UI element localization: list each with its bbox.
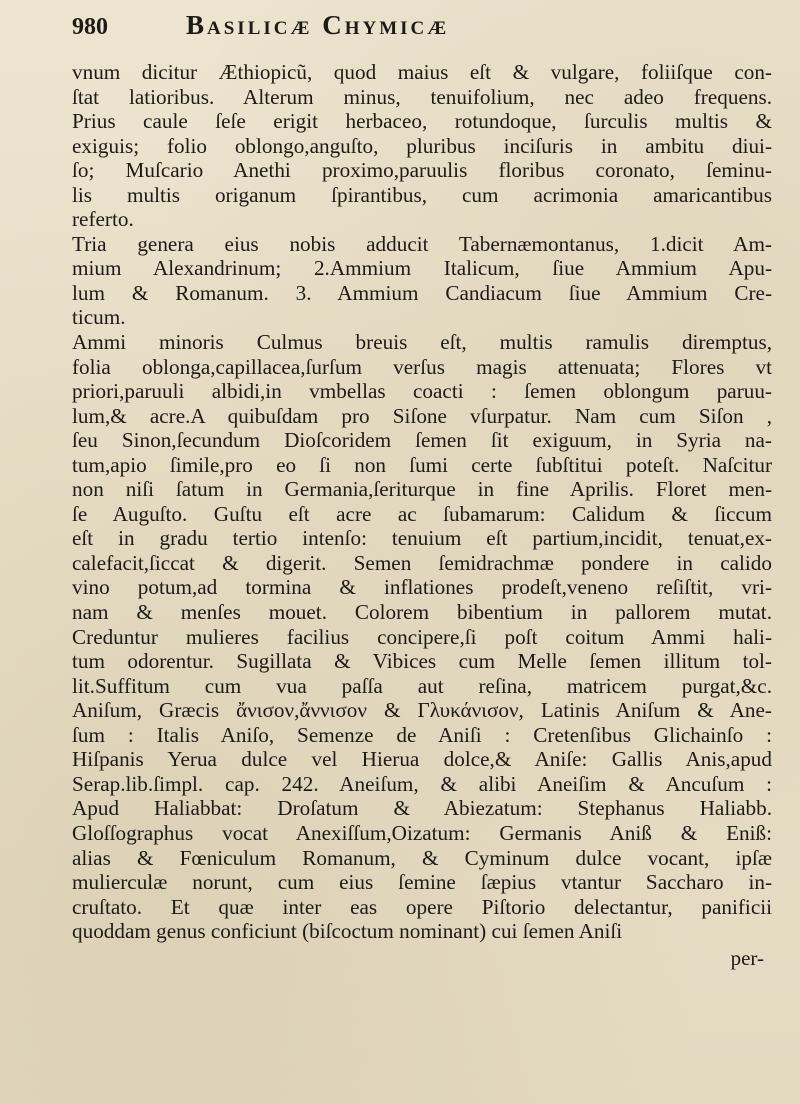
- text-line: lum & Romanum. 3. Ammium Candiacum ſiue Ammium Cre-: [72, 280, 772, 305]
- text-line: Serap.lib.ſimpl. cap. 242. Aneiſum, & alibi Aneiſim & Ancuſum :: [72, 771, 772, 796]
- text-line: cruſtato. Et quæ inter eas opere Piſtorio delectantur, panificii: [72, 894, 772, 919]
- text-line: ſe Auguſto. Guſtu eſt acre ac ſubamarum: Calidum & ſiccum: [72, 501, 772, 526]
- text-line: Apud Haliabbat: Droſatum & Abiezatum: Stephanus Haliabb.: [72, 796, 772, 821]
- text-line: priori,paruuli albidi,in vmbellas coacti : ſemen oblongum paruu-: [72, 379, 772, 404]
- text-line: mulierculæ norunt, cum eius ſemine ſæpius vtantur Saccharo in-: [72, 870, 772, 895]
- text-line: nam & menſes mouet. Colorem bibentium in pallorem mutat.: [72, 600, 772, 625]
- text-line: Gloſſographus vocat Anexiſſum,Oizatum: Germanis Aniß & Eniß:: [72, 820, 772, 845]
- text-block: [72, 10, 772, 971]
- text-line: referto.: [72, 207, 134, 232]
- page-header: [72, 10, 772, 58]
- text-line: mium Alexandrinum; 2.Ammium Italicum, ſiue Ammium Apu-: [72, 256, 772, 281]
- text-line: exiguis; folio oblongo,anguſto, pluribus inciſuris in ambitu diui-: [72, 133, 772, 158]
- text-line: lis multis origanum ſpirantibus, cum acrimonia amaricantibus: [72, 182, 772, 207]
- text-line: ſeu Sinon,ſecundum Dioſcoridem ſemen ſit exiguum, in Syria na-: [72, 428, 772, 453]
- text-line: Aniſum, Græcis ἄνισον,ἄννισον & Γλυκάνισον, Latinis Aniſum & Ane-: [72, 698, 772, 723]
- text-line: vino potum,ad tormina & inflationes prodeſt,veneno reſiſtit, vri-: [72, 575, 772, 600]
- text-line: non niſi ſatum in Germania,ſeriturque in fine Aprilis. Floret men-: [72, 477, 772, 502]
- text-line: tum odorentur. Sugillata & Vibices cum Melle ſemen illitum tol-: [72, 649, 772, 674]
- text-line: ticum.: [72, 305, 126, 330]
- text-line: calefacit,ſiccat & digerit. Semen ſemidrachmæ pondere in calido: [72, 550, 772, 575]
- text-line: eſt in gradu tertio intenſo: tenuium eſt partium,incidit, tenuat,ex-: [72, 526, 772, 551]
- text-line: tum,apio ſimile,pro eo ſi non ſumi certe ſubſtitui poteſt. Naſcitur: [72, 452, 772, 477]
- text-line: Tria genera eius nobis adducit Tabernæmontanus, 1.dicit Am-: [72, 231, 772, 256]
- text-line: Creduntur mulieres facilius concipere,ſi poſt coitum Ammi hali-: [72, 624, 772, 649]
- text-line: Prius caule ſeſe erigit herbaceo, rotundoque, ſurculis multis &: [72, 109, 772, 134]
- text-line: folia oblonga,capillacea,ſurſum verſus magis attenuata; Flores vt: [72, 354, 772, 379]
- text-line: alias & Fœniculum Romanum, & Cyminum dulce vocant, ipſæ: [72, 845, 772, 870]
- text-line: ſum : Italis Aniſo, Semenze de Aniſi : Cretenſibus Glichainſo :: [72, 722, 772, 747]
- text-line: lum,& acre.A quibuſdam pro Siſone vſurpatur. Nam cum Siſon ,: [72, 403, 772, 428]
- text-line: quoddam genus conficiunt (biſcoctum nominant) cui ſemen Aniſi: [72, 919, 623, 944]
- text-line: vnum dicitur Æthiopicũ, quod maius eſt & vulgare, foliiſque con-: [72, 60, 772, 84]
- running-head: Basilicæ Chymicæ: [186, 10, 450, 40]
- text-line: Hiſpanis Yerua dulce vel Hierua dolce,& Aniſe: Gallis Anis,apud: [72, 747, 772, 772]
- catchword: per-: [730, 945, 764, 970]
- text-line: Ammi minoris Culmus breuis eſt, multis ramulis diremptus,: [72, 330, 772, 355]
- body-text: [72, 60, 772, 944]
- text-line: lit.Suffitum cum vua paſſa aut reſina, matricem purgat,&c.: [72, 673, 772, 698]
- text-line: ſtat latioribus. Alterum minus, tenuifolium, nec adeo frequens.: [72, 84, 772, 109]
- text-line: ſo; Muſcario Anethi proximo,paruulis floribus coronato, ſeminu-: [72, 158, 772, 183]
- page-number: 980: [72, 14, 108, 40]
